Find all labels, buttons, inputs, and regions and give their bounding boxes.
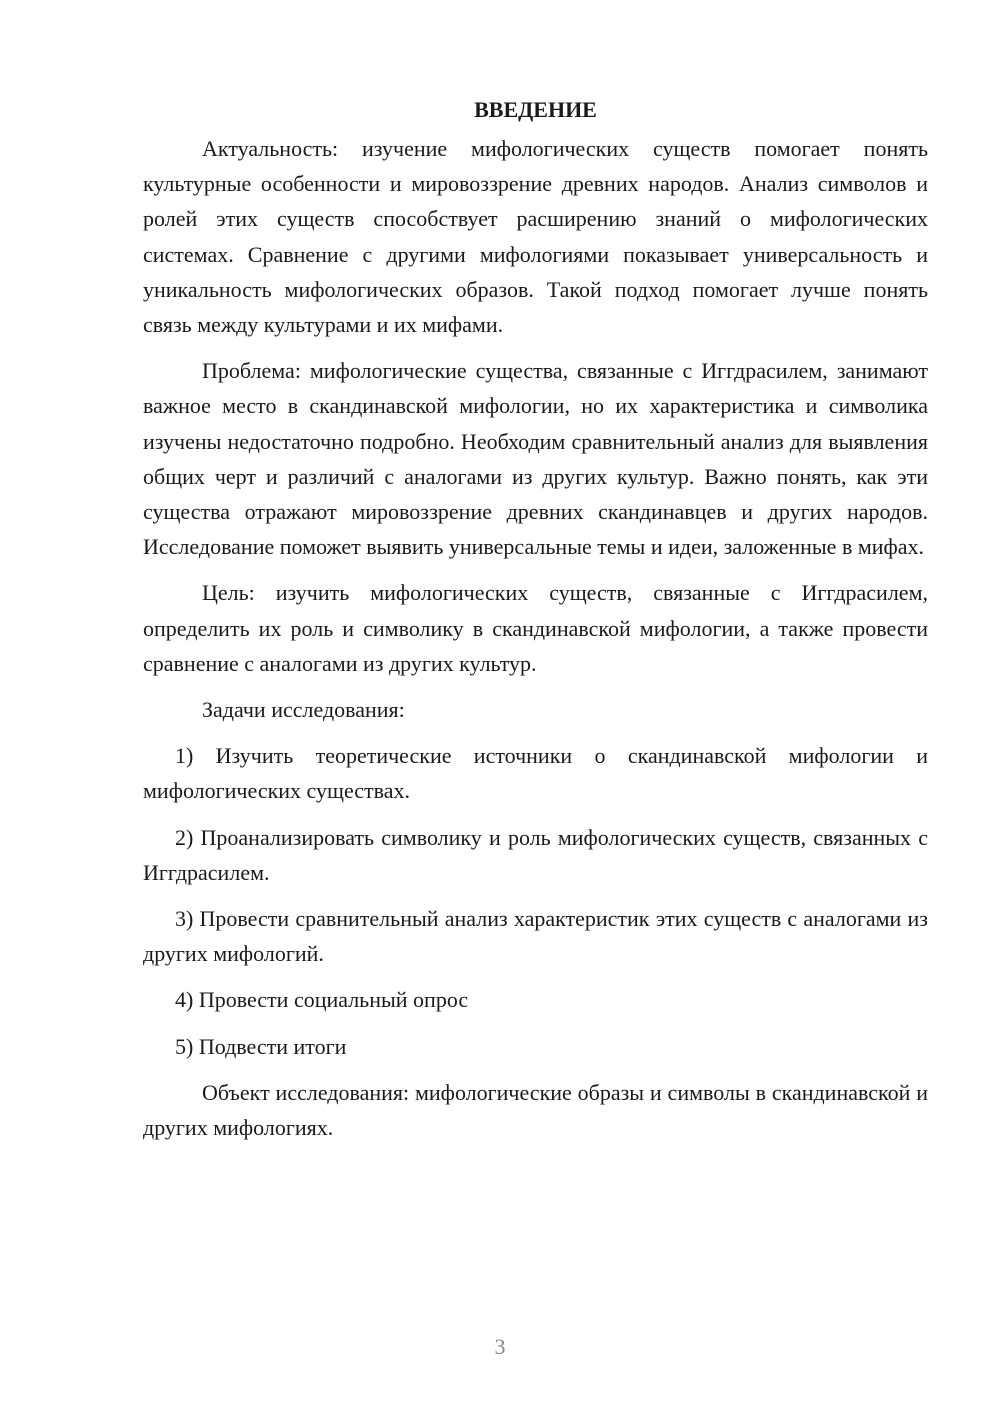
relevance-paragraph: Актуальность: изучение мифологических существ помогает понять культурные особенности и мировоззрение древних народов. Анализ символов и ролей этих существ способствует расширению знаний о мифологических системах. Сравнение с другими мифологиями показывает универсальность и уникальность мифологических образов. Такой подход помогает лучше понять связь между культурами и их мифами. — [143, 136, 928, 338]
task-item-5: 5) Подвести итоги — [175, 1033, 347, 1059]
task-item-3: 3) Провести сравнительный анализ характеристик этих существ с аналогами из других мифологий. — [143, 906, 928, 967]
goal-paragraph: Цель: изучить мифологических существ, связанные с Иггдрасилем, определить их роль и символику в скандинавской мифологии, а также провести сравнение с аналогами из других культур. — [143, 580, 928, 676]
section-title: ВВЕДЕНИЕ — [474, 97, 597, 122]
object-paragraph: Объект исследования: мифологические образы и символы в скандинавской и других мифологиях. — [143, 1079, 928, 1141]
task-item-4: 4) Провести социальный опрос — [175, 987, 469, 1013]
task-item-1: 1) Изучить теоретические источники о скандинавской мифологии и мифологических существах. — [143, 743, 928, 804]
task-item-2: 2) Проанализировать символику и роль мифологических существ, связанных с Иггдрасилем. — [143, 824, 928, 885]
document-page — [143, 92, 928, 1156]
tasks-heading: Задачи исследования: — [202, 697, 405, 723]
problem-paragraph: Проблема: мифологические существа, связанные с Иггдрасилем, занимают важное место в скандинавской мифологии, но их характеристика и символика изучены недостаточно подробно. Необходим сравнительный анализ для выявления общих черт и различий с аналогами из других культур. Важно понять, как эти существа отражают мировоззрение древних скандинавцев и других народов. Исследование поможет выявить универсальные темы и идеи, заложенные в мифах. — [143, 358, 928, 560]
page-number: 3 — [494, 1334, 506, 1359]
